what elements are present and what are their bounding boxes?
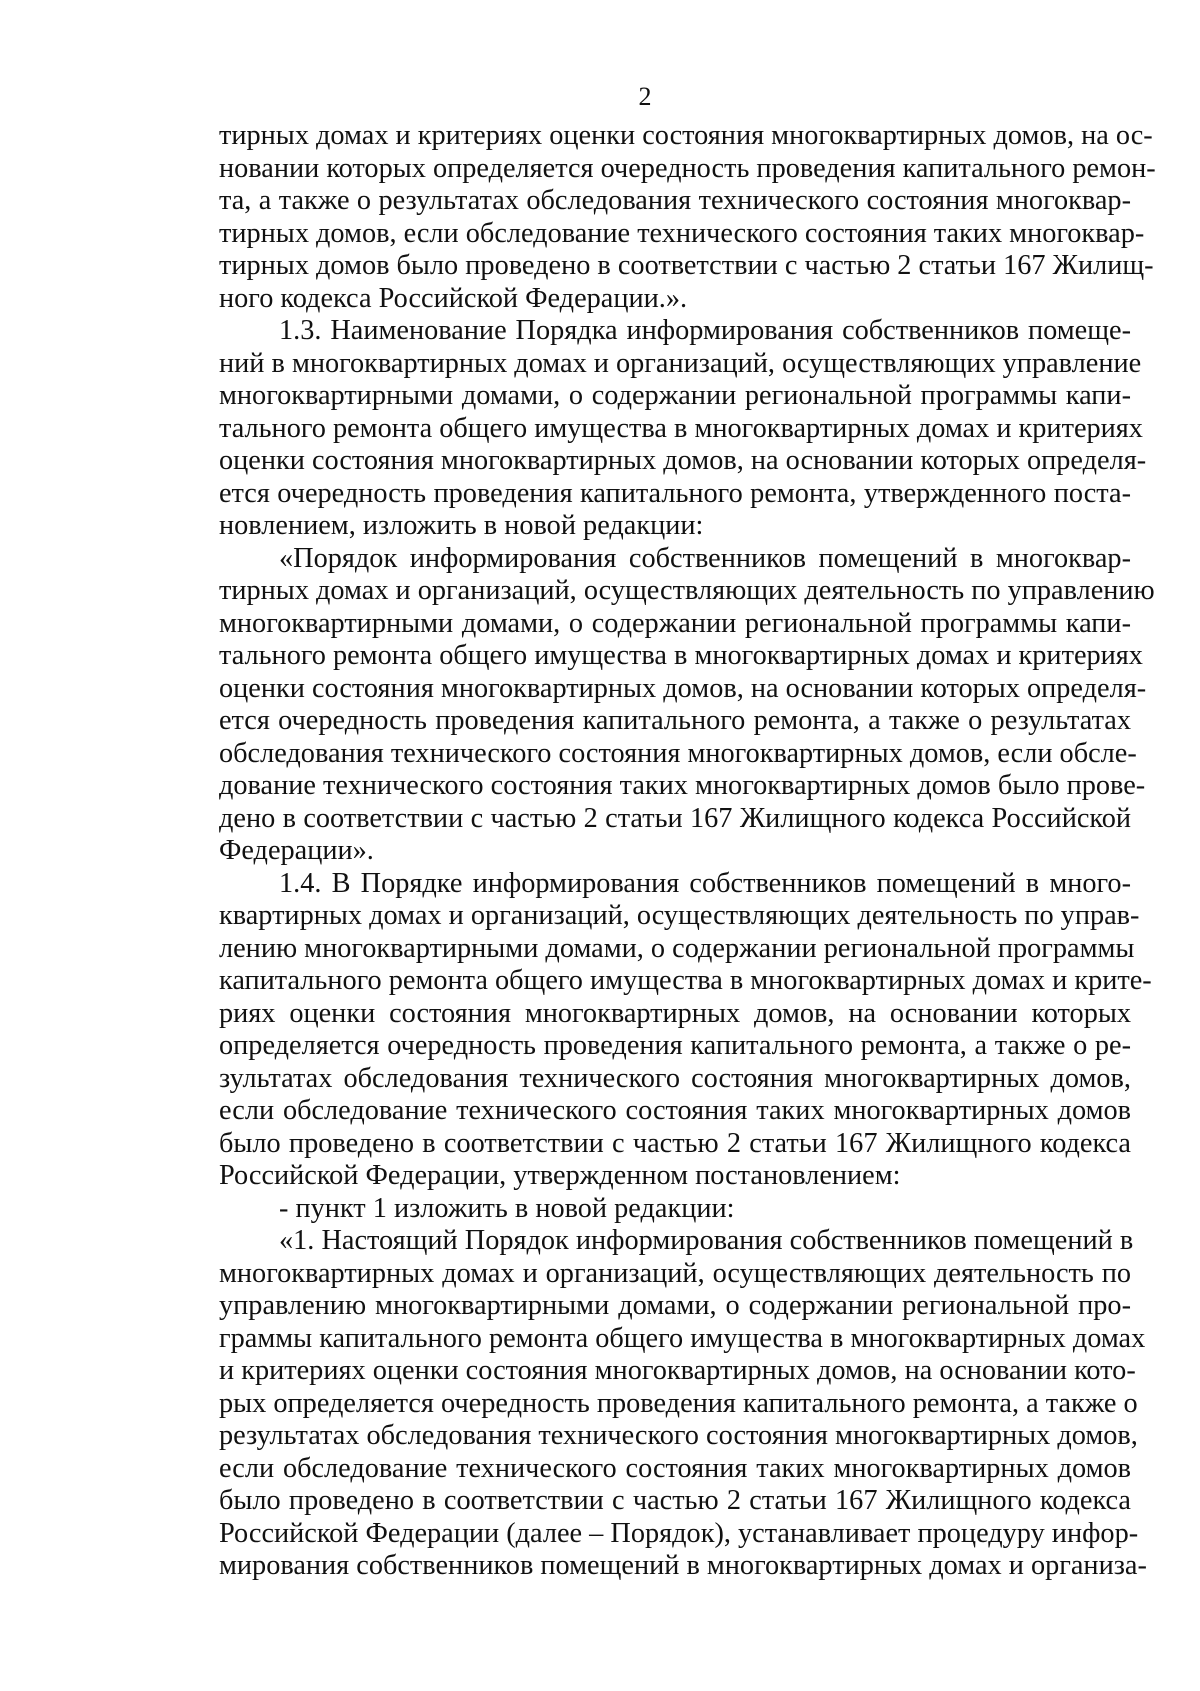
text-line: ется очередность проведения капитального ремонта, а также о результатах [219, 705, 1131, 736]
document-body [219, 120, 1156, 1583]
text-line: Российской Федерации, утвержденном постановлением: [219, 1160, 901, 1191]
text-line: ется очередность проведения капитального ремонта, утвержденного поста- [219, 477, 1131, 509]
text-line: оценки состояния многоквартирных домов, на основании которых определя- [219, 445, 1147, 476]
text-line: дено в соответствии с частью 2 статьи 167 Жилищного кодекса Российской [219, 802, 1131, 834]
text-line: тирных домов было проведено в соответствии с частью 2 статьи 167 Жилищ- [219, 250, 1154, 281]
text-line: - пункт 1 изложить в новой редакции: [279, 1192, 735, 1224]
text-line: было проведено в соответствии с частью 2 статьи 167 Жилищного кодекса [219, 1127, 1131, 1159]
text-line: если обследование технического состояния таких многоквартирных домов [219, 1095, 1131, 1126]
text-line: многоквартирных домах и организаций, осуществляющих деятельность по [219, 1257, 1131, 1289]
text-line: граммы капитального ремонта общего имущества в многоквартирных домах [219, 1322, 1146, 1354]
text-line: зультатах обследования технического состояния многоквартирных домов, [219, 1062, 1131, 1094]
text-line: многоквартирными домами, о содержании региональной программы капи- [219, 380, 1131, 411]
text-line: новании которых определяется очередность проведения капитального ремон- [219, 152, 1156, 184]
text-line: «1. Настоящий Порядок информирования собственников помещений в [279, 1225, 1134, 1256]
text-line: ного кодекса Российской Федерации.». [219, 282, 688, 314]
text-line: 1.4. В Порядке информирования собственников помещений в много- [279, 867, 1131, 899]
text-line: дование технического состояния таких многоквартирных домов было прове- [219, 770, 1146, 801]
text-line: та, а также о результатах обследования технического состояния многоквар- [219, 185, 1131, 216]
text-line: 1.3. Наименование Порядка информирования собственников помеще- [279, 315, 1131, 346]
text-line: многоквартирными домами, о содержании региональной программы капи- [219, 607, 1131, 639]
text-line: определяется очередность проведения капитального ремонта, а также о ре- [219, 1030, 1131, 1061]
text-line: лению многоквартирными домами, о содержании региональной программы [219, 932, 1135, 964]
text-line: оценки состояния многоквартирных домов, на основании которых определя- [219, 672, 1147, 704]
text-line: и критериях оценки состояния многоквартирных домов, на основании кото- [219, 1355, 1136, 1386]
text-line: тального ремонта общего имущества в многоквартирных домах и критериях [219, 412, 1143, 444]
text-line: капитального ремонта общего имущества в многоквартирных домах и крите- [219, 965, 1152, 996]
text-line: квартирных домах и организаций, осуществляющих деятельность по управ- [219, 900, 1140, 931]
text-line: тирных домах и критериях оценки состояния многоквартирных домов, на ос- [219, 120, 1153, 151]
text-line: если обследование технического состояния таких многоквартирных домов [219, 1452, 1131, 1484]
text-line: было проведено в соответствии с частью 2 статьи 167 Жилищного кодекса [219, 1485, 1131, 1516]
text-line: тирных домов, если обследование технического состояния таких многоквар- [219, 217, 1145, 249]
text-line: Российской Федерации (далее – Порядок), устанавливает процедуру инфор- [219, 1517, 1139, 1549]
text-line: «Порядок информирования собственников помещений в многоквар- [279, 542, 1131, 574]
text-line: тального ремонта общего имущества в многоквартирных домах и критериях [219, 640, 1143, 671]
page-number: 2 [638, 82, 652, 111]
text-line: новлением, изложить в новой редакции: [219, 510, 704, 541]
text-line: рых определяется очередность проведения капитального ремонта, а также о [219, 1387, 1138, 1419]
text-line: мирования собственников помещений в многоквартирных домах и организа- [219, 1550, 1147, 1581]
text-line: результатах обследования технического состояния многоквартирных домов, [219, 1420, 1138, 1451]
text-line: управлению многоквартирными домами, о содержании региональной про- [219, 1290, 1131, 1321]
text-line: тирных домах и организаций, осуществляющих деятельность по управлению [219, 575, 1155, 606]
text-line: риях оценки состояния многоквартирных домов, на основании которых [219, 997, 1131, 1029]
text-line: обследования технического состояния многоквартирных домов, если обсле- [219, 737, 1137, 769]
text-line: Федерации». [219, 835, 374, 866]
text-line: ний в многоквартирных домах и организаций, осуществляющих управление [219, 347, 1142, 379]
